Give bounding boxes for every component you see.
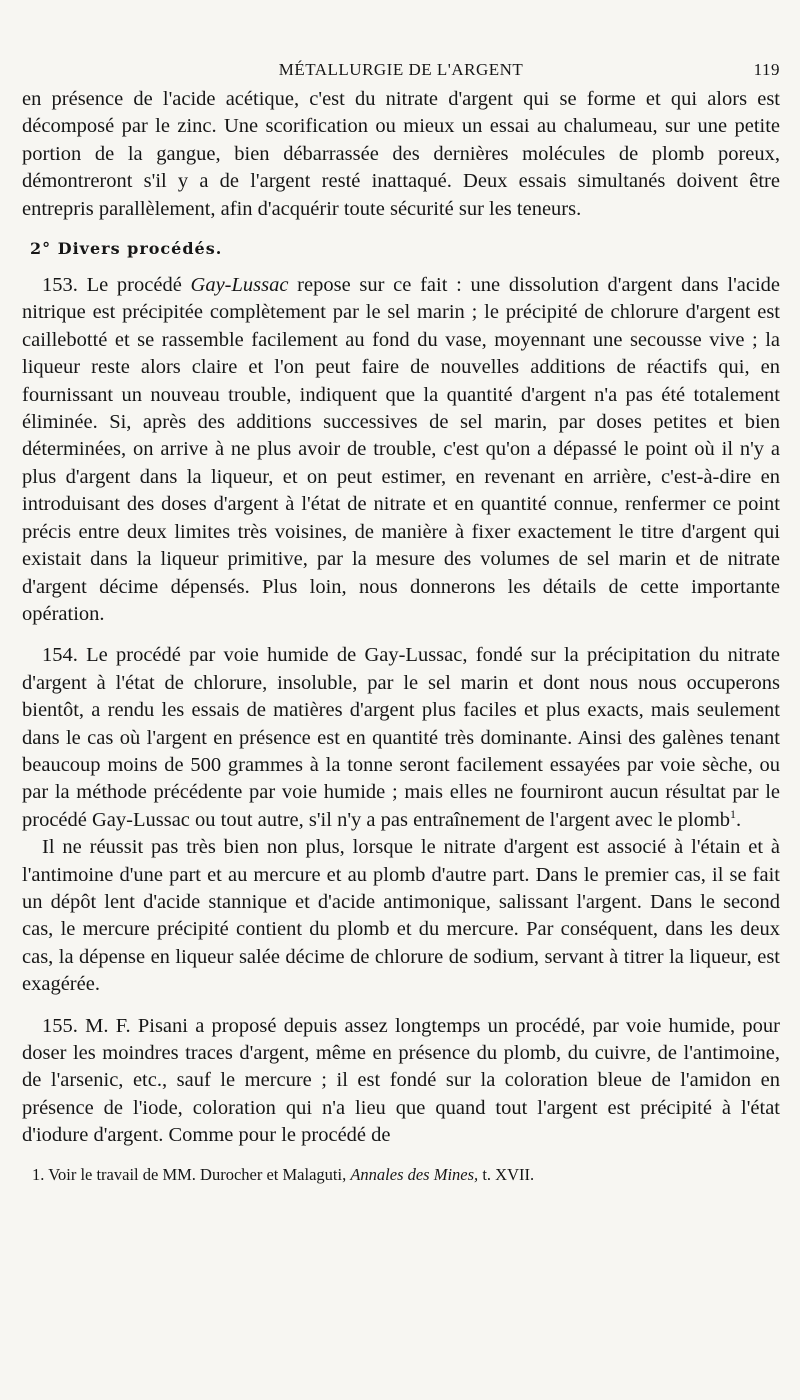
- paragraph-continued: en présence de l'acide acétique, c'est du nitrate d'argent qui se forme et qui alors est décomposé par le zinc. Une scorification ou mieux un essai au chalumeau, sur une petite portion de la gangue, bien débarrassée des dernières molécules de plomb poreux, démontreront s'il y a de l'argent resté inattaqué. Deux essais simultanés doivent être entrepris parallèlement, afin d'acquérir toute sécurité sur les teneurs.: [22, 88, 780, 220]
- paragraph-154-end: .: [736, 808, 742, 831]
- footnote-ref: 1: [730, 806, 737, 821]
- paragraph-154-body: 154. Le procédé par voie humide de Gay-Lussac, fondé sur la précipitation du nitrate d'argent à l'état de chlorure, insoluble, par le sel marin et dont nous nous occuperons bientôt, a rendu les essais de matières d'argent plus faciles et plus exacts, mais seulement dans le cas où l'argent en présence est en quantité très dominante. Ainsi des galènes tenant beaucoup moins de 500 grammes à la tonne seront facilement essayées par voie sèche, ou par la méthode précédente par voie humide ; mais elles ne fourniront aucun résultat par le procédé Gay-Lussac ou tout autre, s'il n'y a pas entraînement de l'argent avec le plomb: [22, 644, 780, 831]
- header-title: MÉTALLURGIE DE L'ARGENT: [278, 60, 524, 79]
- paragraph-153: [22, 272, 780, 628]
- paragraph-153-lead: 153. Le procédé: [42, 274, 191, 297]
- footnote-volume: t. XVII.: [478, 1164, 535, 1184]
- document-page: [22, 60, 780, 1186]
- footnote-text: Voir le travail de MM. Durocher et Malaguti,: [44, 1164, 351, 1184]
- paragraph-154: [22, 642, 780, 834]
- paragraph-153-body: repose sur ce fait : une dissolution d'argent dans l'acide nitrique est précipitée complètement par le sel marin ; le précipité de chlorure d'argent est caillebotté et se rassemble facilement au fond du vase, moyennant une secousse vive ; la liqueur reste alors claire et l'on peut faire de nouvelles additions de réactifs qui, en fournissant un nouveau trouble, indiquent que la quantité d'argent n'a pas été totalement éliminée. Si, après des additions successives de sel marin, par doses petites et bien déterminées, on arrive à ne plus avoir de trouble, c'est qu'on a dépassé le point où il n'y a plus d'argent dans la liqueur, et on peut estimer, en revenant en arrière, c'est-à-dire en introduisant des doses d'argent à l'état de nitrate et en quantité connue, renfermer ce point précis entre deux limites très voisines, de manière à fixer exactement le titre d'argent qui existait dans la liqueur primitive, par la mesure des volumes de sel marin et de nitrate d'argent décime dépensés. Plus loin, nous donnerons les détails de cette importante opération.: [22, 274, 780, 625]
- section-heading: 2° Divers procédés.: [30, 239, 223, 259]
- footnote: [22, 1164, 780, 1186]
- paragraph-154-continued: Il ne réussit pas très bien non plus, lorsque le nitrate d'argent est associé à l'étain et à l'antimoine d'une part et au mercure et au plomb d'autre part. Dans le premier cas, il se fait un dépôt lent d'acide stannique et d'acide antimonique, salissant l'argent. Dans le second cas, le mercure précipité contient du plomb et du mercure. Par conséquent, dans les deux cas, la dépense en liqueur salée décime de chlorure de sodium, servant à titrer la liqueur, est exagérée.: [22, 836, 780, 996]
- page-number: 119: [753, 60, 780, 79]
- footnote-marker: 1.: [32, 1164, 45, 1184]
- running-header: [22, 60, 780, 86]
- paragraph-153-italic: Gay-Lussac: [190, 274, 289, 297]
- footnote-journal: Annales des Mines,: [350, 1164, 479, 1184]
- paragraph-155: 155. M. F. Pisani a proposé depuis assez longtemps un procédé, par voie humide, pour doser les moindres traces d'argent, même en présence du plomb, du cuivre, de l'antimoine, de l'arsenic, etc., sauf le mercure ; il est fondé sur la coloration bleue de l'amidon en présence de l'iode, coloration qui n'a lieu que quand tout l'argent est précipité à l'état d'iodure d'argent. Comme pour le procédé de: [22, 1014, 780, 1147]
